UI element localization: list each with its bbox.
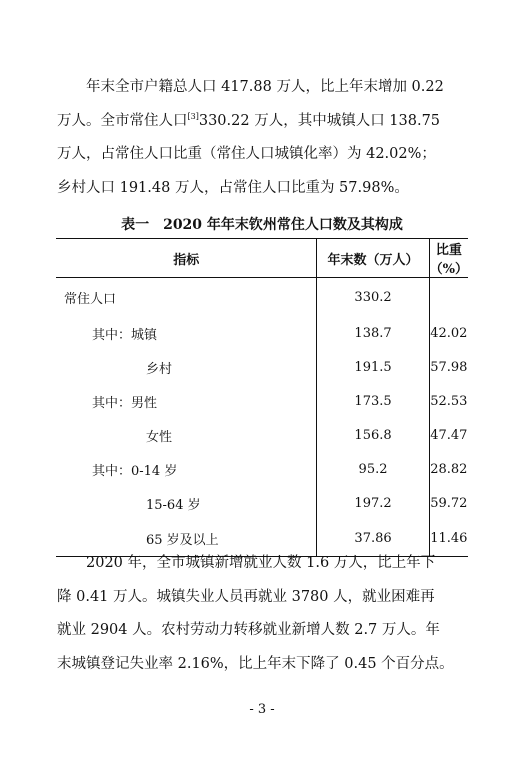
row-share: 47.47 xyxy=(430,427,468,443)
row-value: 37.86 xyxy=(317,520,429,557)
table-header-row xyxy=(56,239,468,278)
row-label: 常住人口 xyxy=(56,278,317,317)
row-label: 其中：男性 xyxy=(56,384,317,418)
paragraph-text: 万人。全市常住人口 xyxy=(57,112,188,129)
row-value: 330.2 xyxy=(317,278,429,317)
header-year-end-count: 年末数（万人） xyxy=(317,239,429,278)
paragraph-line: 乡村人口 191.48 万人，占常住人口比重为 57.98%。 xyxy=(57,179,409,196)
row-share: 59.72 xyxy=(430,495,468,511)
employment-paragraph xyxy=(57,547,467,681)
row-label: 15-64 岁 xyxy=(56,486,317,520)
paragraph-line: 就业 2904 人。农村劳动力转移就业新增人数 2.7 万人。年 xyxy=(57,622,440,638)
paragraph-text: 330.22 万人，其中城镇人口 138.75 xyxy=(198,112,441,129)
row-value: 156.8 xyxy=(317,418,429,452)
table-row xyxy=(56,384,468,418)
row-share: 28.82 xyxy=(430,461,468,477)
row-label: 女性 xyxy=(56,418,317,452)
row-share: 42.02 xyxy=(430,325,468,341)
row-label: 65 岁及以上 xyxy=(56,520,317,557)
row-value: 138.7 xyxy=(317,316,429,350)
row-share: 11.46 xyxy=(429,520,468,557)
table-row xyxy=(56,486,468,520)
row-label: 乡村 xyxy=(56,350,317,384)
row-share xyxy=(429,278,468,317)
table-row xyxy=(56,418,468,452)
table-row xyxy=(56,278,468,317)
row-share: 52.53 xyxy=(430,393,468,409)
header-indicator: 指标 xyxy=(56,239,317,278)
population-paragraph xyxy=(57,71,467,205)
paragraph-line: 万人，占常住人口比重（常住人口城镇化率）为 42.02%； xyxy=(57,146,436,162)
paragraph-line: 末城镇登记失业率 2.16%，比上年末下降了 0.45 个百分点。 xyxy=(57,655,454,672)
table-row xyxy=(56,452,468,486)
paragraph-line: 年末全市户籍总人口 417.88 万人，比上年末增加 0.22 xyxy=(86,79,444,95)
row-label: 其中：0-14 岁 xyxy=(56,452,317,486)
row-value: 191.5 xyxy=(317,350,429,384)
table-row xyxy=(56,350,468,384)
table-row xyxy=(56,316,468,350)
header-share: 比重（%） xyxy=(429,239,468,278)
table-caption: 表一 2020 年年末钦州常住人口数及其构成 xyxy=(121,217,403,233)
row-value: 197.2 xyxy=(317,486,429,520)
row-label: 其中：城镇 xyxy=(56,316,317,350)
row-value: 173.5 xyxy=(317,384,429,418)
paragraph-line: 降 0.41 万人。城镇失业人员再就业 3780 人，就业困难再 xyxy=(57,588,435,605)
paragraph-line: 2020 年，全市城镇新增就业人数 1.6 万人，比上年下 xyxy=(86,555,436,571)
row-value: 95.2 xyxy=(317,452,429,486)
footnote-marker: [3] xyxy=(187,111,199,121)
page-number: - 3 - xyxy=(249,702,275,717)
population-table xyxy=(56,238,468,557)
paragraph-line xyxy=(57,105,467,139)
row-share: 57.98 xyxy=(430,359,468,375)
